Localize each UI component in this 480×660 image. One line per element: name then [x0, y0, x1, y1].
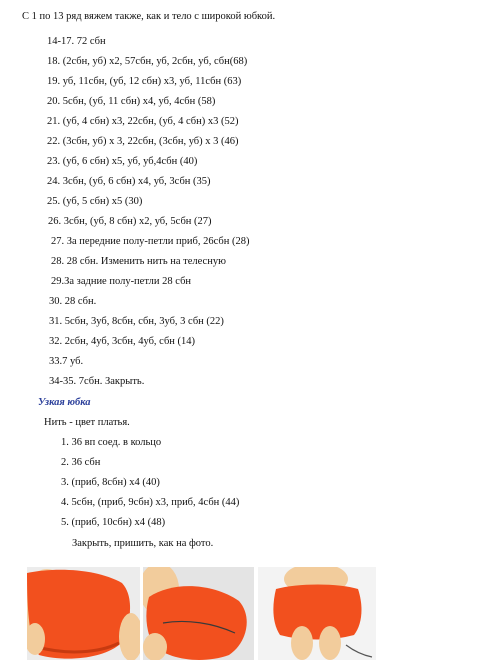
skirt-row-4: 4. 5сбн, (приб, 9сбн) х3, приб, 4сбн (44) [61, 497, 240, 508]
row-19: 19. уб, 11сбн, (уб, 12 сбн) х3, уб, 11сбн (63) [47, 76, 242, 87]
skirt-photo-2 [143, 567, 254, 660]
row-31: 31. 5сбн, 3уб, 8сбн, сбн, 3уб, 3 сбн (22) [49, 316, 224, 327]
row-18: 18. (2сбн, уб) х2, 57сбн, уб, 2сбн, уб, сбн(68) [47, 56, 248, 67]
row-33: 33.7 уб. [49, 356, 84, 367]
skirt-row-2: 2. 36 сбн [61, 457, 101, 468]
row-24: 24. 3сбн, (уб, 6 сбн) х4, уб, 3сбн (35) [47, 176, 211, 187]
row-20: 20. 5сбн, (уб, 11 сбн) х4, уб, 4сбн (58) [47, 96, 216, 107]
skirt-heading: Узкая юбка [38, 397, 91, 408]
skirt-closing: Закрыть, пришить, как на фото. [72, 538, 214, 549]
row-29: 29.За задние полу-петли 28 сбн [51, 276, 192, 287]
intro-text: С 1 по 13 ряд вяжем также, как и тело с широкой юбкой. [22, 11, 276, 22]
row-14-17: 14-17. 72 сбн [47, 36, 106, 47]
row-34-35: 34-35. 7сбн. Закрыть. [49, 376, 145, 387]
row-27: 27. За передние полу-петли приб, 26сбн (28) [51, 236, 250, 247]
row-22: 22. (3сбн, уб) х 3, 22сбн, (3сбн, уб) х 3 (46) [47, 136, 239, 147]
skirt-photo-3 [258, 567, 376, 660]
skirt-thread-note: Нить - цвет платья. [44, 417, 130, 428]
row-28: 28. 28 сбн. Изменить нить на телесную [51, 256, 226, 267]
row-23: 23. (уб, 6 сбн) х5, уб, уб,4сбн (40) [47, 156, 198, 167]
skirt-row-5: 5. (приб, 10сбн) х4 (48) [61, 517, 166, 528]
row-32: 32. 2сбн, 4уб, 3сбн, 4уб, сбн (14) [49, 336, 196, 347]
row-30: 30. 28 сбн. [49, 296, 97, 307]
skirt-photo-1 [27, 567, 140, 660]
skirt-row-1: 1. 36 вп соед. в кольцо [61, 437, 162, 448]
row-26: 26. 3сбн, (уб, 8 сбн) х2, уб, 5сбн (27) [48, 216, 212, 227]
row-21: 21. (уб, 4 сбн) х3, 22сбн, (уб, 4 сбн) х3 (52) [47, 116, 239, 127]
row-25: 25. (уб, 5 сбн) х5 (30) [47, 196, 143, 207]
skirt-row-3: 3. (приб, 8сбн) х4 (40) [61, 477, 160, 488]
